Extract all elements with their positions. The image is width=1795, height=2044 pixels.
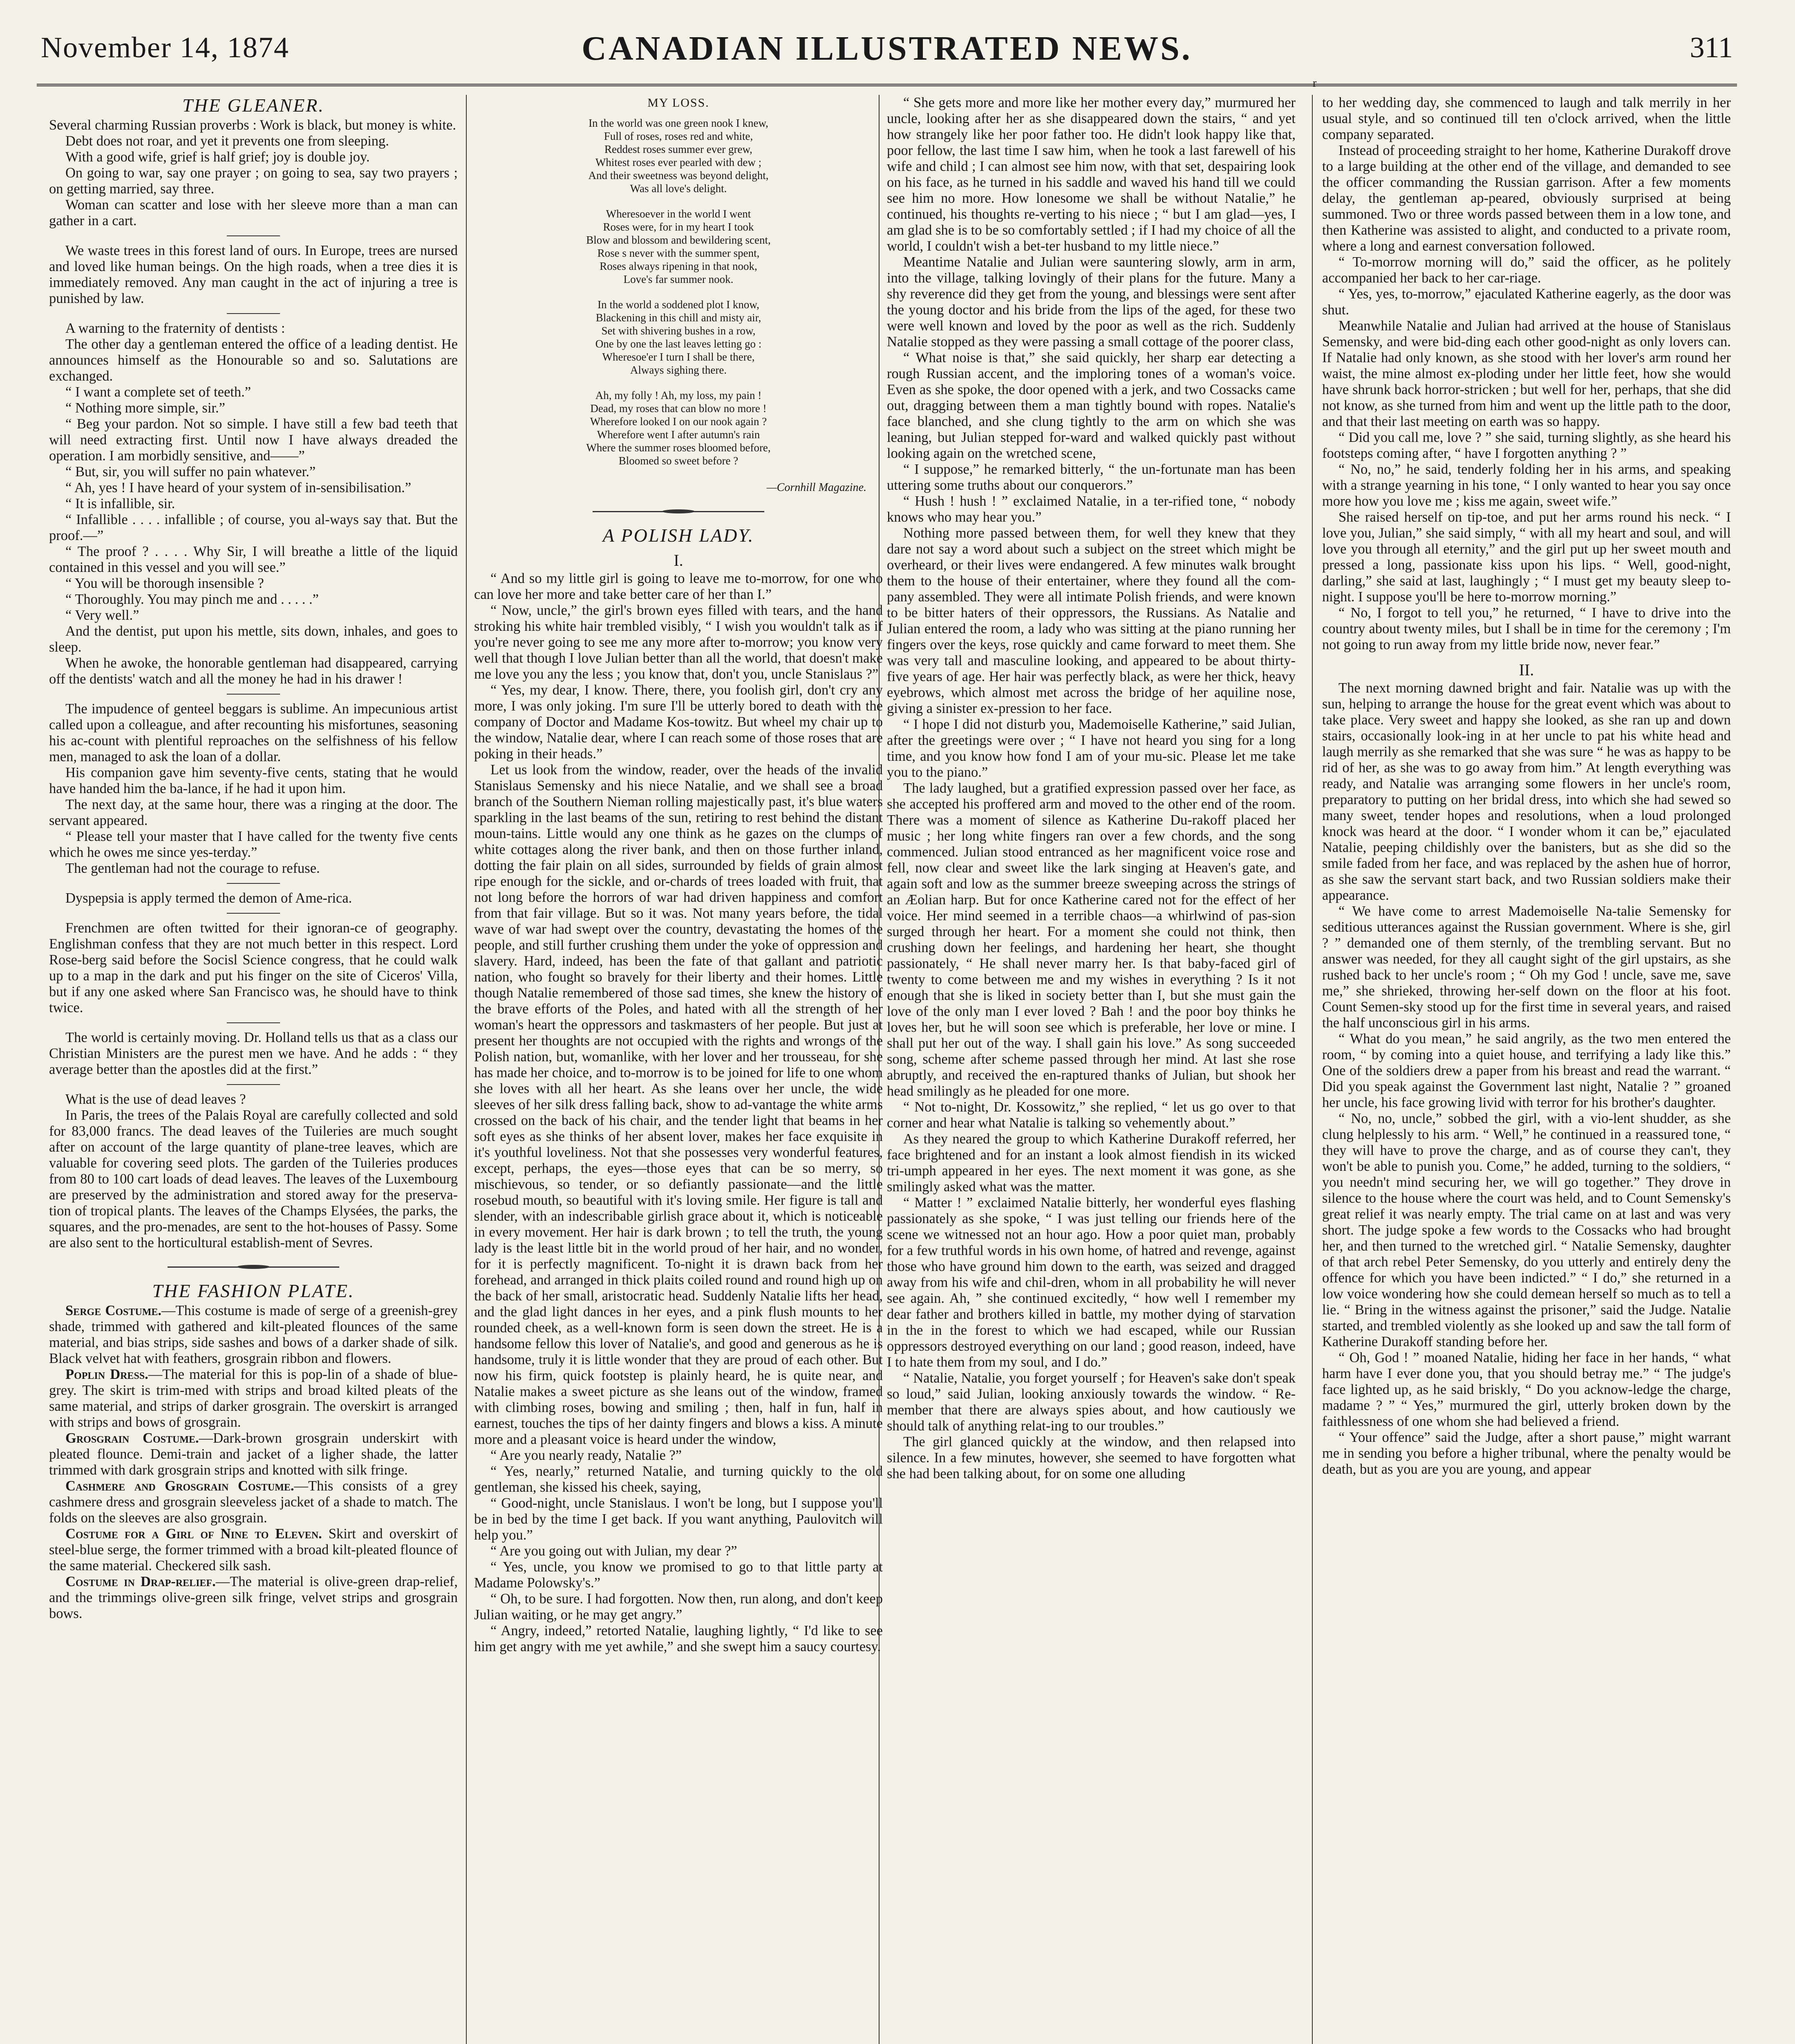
poem-line: Dead, my roses that can blow no more ! (590, 402, 767, 415)
ornamental-rule (593, 509, 764, 513)
story-paragraph: She raised herself on tip-toe, and put her arms round his neck. “ I love you, Julian,” she said simply, “ with all my heart and soul, and will love you through all eternity,” and the girl put up her sweet mouth and pressed a long, passionate kiss upon his lips. “ Well, good-night, darling,” she said at last, laughingly ; “ I must get my beauty sleep to-night. I suppose you'll be here to-morrow morning.” (1322, 509, 1731, 605)
part-numeral: II. (1519, 661, 1534, 679)
story-paragraph: “ To-morrow morning will do,” said the officer, as he politely accompanied her back to her car-riage. (1322, 254, 1731, 286)
story-paragraph: Meantime Natalie and Julian were sauntering slowly, arm in arm, into the village, talking lovingly of their plans for the future. Many a shy reverence did they get from the young, and blessings were sent after the young doctor and his bride from the lips of the aged, for these two were well known and loved by the poor as well as the rich. Suddenly Natalie stopped as they were passing a small cottage of the poorer class, (887, 254, 1296, 350)
paragraph: “ Nothing more simple, sir.” (65, 400, 225, 416)
paragraph: “ Please tell your master that I have called for the twenty five cents which he owes me since yes-terday.” (49, 829, 458, 860)
story-paragraph: “ Yes, yes, to-morrow,” ejaculated Katherine eagerly, as the door was shut. (1322, 286, 1731, 318)
poem-line: Reddest roses summer ever grew, (604, 143, 752, 155)
story-paragraph: The lady laughed, but a gratified expression passed over her face, as she accepted his proffered arm and moved to the other end of the room. There was a moment of silence as Katherine Du-rakoff placed her music ; her long white fingers ran over a few chords, and the song commenced. Julian stood entranced as her magnificent voice rose and fell, now clear and sweet like the lark singing at Heaven's gate, and again soft and low as the summer breeze sweeping across the strings of an Æolian harp. But for once Katherine cared not for the effect of her voice. Her mind seemed in a terrible chaos—a whirlwind of pas-sion surged through her heart. For a moment she could not think, then crushing down her feelings, and hardening her heart, she thought passionately, “ He shall never marry her. Is that baby-faced girl of twenty to come between me and my wishes in everything ? Is it not enough that she is liked in society better than I, but she must gain the love of the only man I ever loved ? Bah ! and the poor boy thinks he loves her, but he will soon see which is preferable, her love or mine. I shall put her out of the way. I shall gain his love.” As song succeeded song, scheme after scheme passed through her mind. At last she rose abruptly, and received the en-raptured thanks of Julian, but shook her head smilingly as he pleaded for one more. (887, 780, 1296, 1099)
paragraph: His companion gave him seventy-five cents, stating that he would have handed him the ba-lance, if he had it upon him. (49, 765, 458, 796)
story-paragraph: “ Angry, indeed,” retorted Natalie, laughing lightly, “ I'd like to see him get angry with me yet awhile,” and she swept him a saucy courtesy. (474, 1623, 883, 1654)
story-paragraph: The girl glanced quickly at the window, and then relapsed into silence. In a few minutes, however, she seemed to have forgotten what she had been talking about, for on some one alluding (887, 1434, 1296, 1481)
poem-line: Where the summer roses bloomed before, (586, 442, 771, 454)
poem-line: Roses always ripening in that nook, (600, 260, 757, 272)
poem (474, 117, 883, 467)
fashion-item-lead: Cashmere and Grosgrain Costume. (65, 1478, 294, 1494)
gleaner-item: We waste trees in this forest land of ours. In Europe, trees are nursed and loved like human beings. On the high roads, when a tree dies it is immediately removed. Any man caught in the act of injuring a tree is punished by law. (49, 243, 458, 306)
column-2 (474, 95, 883, 2044)
paragraph: The impudence of genteel beggars is sublime. An impecunious artist called upon a colleague, and after recounting his misfortunes, seasoning his ac-count with plentiful reproaches on the selfishness of his fellow men, managed to ask the loan of a dollar. (49, 701, 458, 764)
poem-line: Was all love's delight. (630, 182, 727, 195)
story-paragraph: The next morning dawned bright and fair. Natalie was up with the sun, helping to arrange the house for the great event which was about to take place. Very sweet and happy she looked, as she ran up and down stairs, occasionally look-ing in at her uncle to pat his white head and laugh merrily as she remarked that she was sure “ he was as happy to be rid of her, as she was to go away from him.” At length everything was ready, and Natalie was arranging some flowers in her uncle's room, preparatory to putting on her bridal dress, into which she had sewed so many sweet, tender hopes and resolutions, when a loud prolonged knock was heard at the door. “ I wonder whom it can be,” ejaculated Natalie, peeping childishly over the banisters, but as she did so the smile faded from her face, and was replaced by the ashen hue of horror, as she saw the servant start back, and two Russian soldiers make their appearance. (1322, 680, 1731, 903)
story-paragraph: “ Did you call me, love ? ” she said, turning slightly, as she heard his footsteps coming after, “ have I forgotten anything ? ” (1322, 430, 1731, 461)
story-heading: A POLISH LADY. (602, 525, 754, 546)
poem-title: MY LOSS. (647, 96, 709, 110)
paragraph: And the dentist, put upon his mettle, sits down, inhales, and goes to sleep. (49, 623, 458, 655)
divider (227, 883, 280, 884)
poem-line: Roses were, for in my heart I took (603, 221, 754, 233)
story-paragraph: Meanwhile Natalie and Julian had arrived at the house of Stanislaus Semensky, and were bid-ding each other good-night as only lovers can. If Natalie had only known, as she stood with her lover's arm round her waist, the mine almost ex-ploding under her little feet, how she would have shrunk back horror-stricken ; but well for her, perhaps, that she did not know, as she turned from him and went up the little path to the door, and that their last meeting on earth was so happy. (1322, 318, 1731, 429)
fashion-item (49, 1430, 458, 1478)
story-paragraph: “ What do you mean,” he said angrily, as the two men entered the room, “ by coming into a quiet house, and terrifying a lady like this.” One of the soldiers drew a paper from his breast and read the warrant. “ Did you speak against the Government last night, Natalie ? ” groaned her uncle, his face growing livid with terror for his brother's daughter. (1322, 1031, 1731, 1110)
poem-line: Bloomed so sweet before ? (618, 455, 739, 467)
fashion-item-text: —The material for this is pop-lin of a shade of blue-grey. The skirt is trim-med with strips and broad kilted pleats of the same material, and strips of darker grosgrain. The overskirt is arranged with strips and bows of grosgrain. (49, 1367, 458, 1430)
gleaner-item: Several charming Russian proverbs : Work is black, but money is white. (49, 117, 456, 133)
story-paragraph: “ Are you nearly ready, Natalie ?” (490, 1448, 682, 1463)
divider (227, 1084, 280, 1085)
fashion-item-text: —This costume is made of serge of a greenish-grey shade, trimmed with gathered and kilt-pleated flounces of the same material, and bias strips, side sashes and bows of a darker shade of silk. Black velvet hat with feathers, grosgrain ribbon and flowers. (49, 1303, 458, 1366)
poem-line: Set with shivering bushes in a row, (601, 325, 756, 337)
poem-line: Wheresoe'er I turn I shall be there, (602, 351, 755, 363)
story-paragraph: Instead of proceeding straight to her home, Katherine Durakoff drove to a large building at the other end of the village, and demanded to see the officer commanding the Russian garrison. After a few moments delay, the gentleman ap-peared, obviously surprised at being summoned. Two or three words passed between them in a low tone, and then Katherine was assisted to alight, and conducted to a private room, where a long and earnest conversation followed. (1322, 143, 1731, 254)
fashion-list (49, 1303, 458, 1622)
fashion-item (49, 1303, 458, 1367)
poem-line: And their sweetness was beyond delight, (588, 169, 769, 182)
story-paragraph: “ Yes, uncle, you know we promised to go to that little party at Madame Polowsky's.” (474, 1559, 883, 1591)
fashion-item-text: —The material is olive-green drap-relief, and the trimmings olive-green silk fringe, velvet strips and grosgrain bows. (49, 1574, 458, 1621)
poem-credit: —Cornhill Magazine. (766, 481, 866, 494)
fashion-item (49, 1526, 458, 1574)
fashion-item-text: Skirt and overskirt of steel-blue serge, the former trimmed with a broad kilt-pleated flounce of the same material. Checkered silk sash. (49, 1526, 458, 1573)
story-paragraph: to her wedding day, she commenced to laugh and talk merrily in her usual style, and so continued till ten o'clock arrived, when the little company separated. (1322, 95, 1731, 142)
story-paragraph: “ Your offence” said the Judge, after a short pause,” might warrant me in sending you before a higher tribunal, where the penalty would be death, but as you are you are young, and appear (1322, 1430, 1731, 1477)
poem-line: Whitest roses ever pearled with dew ; (595, 156, 762, 168)
story-paragraph: “ Matter ! ” exclaimed Natalie bitterly, her wonderful eyes flashing passionately as she spoke, “ I was just telling our friends here of the scene we witnessed not an hour ago. How a poor quiet man, probably for a few truthful words in his own home, of hatred and revenge, against those who have ground him down to the earth, was seized and dragged away from his wife and chil-dren, whom in all probability he will never see again. Ah, ” she continued excitedly, “ how well I remember my dear father and brothers killed in battle, my mother dying of starvation in the in the forest to which we had escaped, while our Russian oppressors destroyed everything on our land ; good reason, indeed, have I to hate them from my soul, and I do.” (887, 1195, 1296, 1370)
fashion-item-lead: Serge Costume. (65, 1303, 161, 1318)
poem-stanza (474, 298, 883, 377)
story-paragraph: As they neared the group to which Katherine Durakoff referred, her face brightened and for an instant a look almost fiendish in its wicked tri-umph appeared in her eyes. The next moment it was gone, as she smilingly asked what was the matter. (887, 1131, 1296, 1195)
poem-stanza (474, 207, 883, 286)
story-paragraph: “ She gets more and more like her mother every day,” murmured her uncle, looking after her as she disappeared down the stairs, “ and yet how strangely like her poor father too. He didn't look happy like that, poor fellow, the last time I saw him, when he took a last farewell of his wife and child ; I can almost see him now, with that set, despairing look on his face, as he turned in his saddle and waved his hand till we could see him no more. How lonesome we shall be without Natalie,” he continued, his thoughts re-verting to his niece ; “ but I am glad—yes, I am glad she is to be so comfortably settled ; if I had my choice of all the world, I couldn't wish a bet-ter husband to my little niece.” (887, 95, 1296, 254)
poem-line: Wherefore looked I on our nook again ? (590, 415, 767, 428)
page-number: 311 (1690, 31, 1733, 64)
gleaner-item: With a good wife, grief is half grief; joy is double joy. (65, 149, 370, 165)
poem-stanza (474, 389, 883, 467)
story-paragraph: “ Yes, nearly,” returned Natalie, and turning quickly to the old gentleman, she kissed his cheek, saying, (474, 1464, 883, 1495)
story-paragraph: “ No, no,” he said, tenderly folding her in his arms, and speaking with a strange yearning in his tone, “ I only wanted to hear you say once more how you love me ; kiss me again, sweet wife.” (1322, 462, 1731, 509)
gleaner-item: Woman can scatter and lose with her sleeve more than a man can gather in a cart. (49, 197, 458, 229)
ornamental-rule (168, 1265, 339, 1269)
poem-stanza (474, 117, 883, 195)
story-paragraph: “ Oh, to be sure. I had forgotten. Now then, run along, and don't keep Julian waiting, or he may get angry.” (474, 1591, 883, 1623)
paragraph: “ Beg your pardon. Not so simple. I have still a few bad teeth that will need extracting first. Until now I have always dreaded the operation. I am morbidly sensitive, and——” (49, 416, 458, 464)
masthead (37, 22, 1737, 86)
poem-line: Rose s never with the summer spent, (597, 247, 760, 259)
fashion-item (49, 1574, 458, 1622)
poem-line: Blackening in this chill and misty air, (595, 312, 761, 324)
story-paragraph: Let us look from the window, reader, over the heads of the invalid Stanislaus Semensky and his niece Natalie, and we shall see a broad branch of the Southern Nieman rolling majestically past, it's blue waters sparkling in the last beams of the sun, retiring to rest behind the distant moun-tains. Little would any one think as he gazes on the clumps of white cottages along the river bank, and then on those further inland, dotting the fair plain on all sides, surrounded by fields of grain almost ripe enough for the sickle, and or-chards of trees loaded with fruit, that not long before the horrors of war had driven happiness and comfort from that fair village. But so it was. Not many years before, the tidal wave of war had swept over the country, devastating the homes of the people, and still further crushing them under the yoke of oppression and slavery. Hard, indeed, has been the fate of that gallant and patriotic nation, who fought so bravely for their liberty and their homes. Little though Natalie remembered of those sad times, she knew the history of the brave efforts of the Poles, and hated with all the strength of her woman's heart the oppressors and taskmasters of her people. But just at present her thoughts are not occupied with the rights and wrongs of the Polish nation, but, womanlike, with her lover and her trousseau, for she has made her choice, and to-morrow is to be joined for life to one whom she loves with all her heart. As she leans over her uncle, the wide sleeves of her silk dress falling back, show to ad-vantage the white arms crossed on the back of his chair, and the tender light that beams in her soft eyes as she thinks of her absent lover, makes her face exquisite in it's youthful loveliness. Not that she possesses very wonderful features, except, perhaps, the eyes—those eyes that can be so merry, so mischievous, so tender, or so defiantly passionate—and the little rosebud mouth, so beautiful with it's loving smile. Her figure is tall and slender, with an indescribable girlish grace about it, which is noticeable in every movement. Her hair is dark brown ; to tell the truth, the young lady is the least little bit in the world proud of her hair, and no wonder, for it is perfectly magnificent. To-night it is drawn back from her forehead, and arranged in thick plaits coiled round and round high up on the back of her small, aristocratic head. Suddenly Natalie lifts her head, and the glad light dances in her eyes, and a pink flush mounts to her rounded cheek, as a well-known form is seen down the street. He is a handsome fellow this lover of Natalie's, and good and generous as he is handsome, truly it is little wonder that they are proud of each other. But now his firm, quick footstep is plainly heard, he is quite near, and Natalie makes a sweet picture as she leans out of the window, framed with climbing roses, bowing and smiling ; then, half in fun, half in earnest, touches the tips of her dainty fingers and blows a kiss. A minute more and a pleasant voice is heard under the window, (474, 762, 883, 1447)
beggars-anecdote (49, 701, 458, 876)
gleaner-item: What is the use of dead leaves ? (65, 1091, 246, 1107)
paragraph: “ It is infallible, sir. (65, 496, 175, 511)
paragraph: “ Infallible . . . . infallible ; of course, you al-ways say that. But the proof.—” (49, 512, 458, 543)
gleaner-item: Debt does not roar, and yet it prevents one from sleeping. (65, 133, 389, 149)
story-paragraph: “ Now, uncle,” the girl's brown eyes filled with tears, and the hand stroking his white hair trembled visibly, “ I wish you wouldn't talk as if you're never going to see me any more after to-morrow; you know very well that though I love Julian better than all the world, that doesn't make me love you any the less ; you know that, don't you, uncle Stanislaus ?” (474, 603, 883, 682)
poem-line: Ah, my folly ! Ah, my loss, my pain ! (595, 389, 762, 401)
fashion-item (49, 1367, 458, 1430)
divider (227, 694, 280, 695)
paragraph: “ Very well.” (65, 607, 139, 623)
paragraph: “ But, sir, you will suffer no pain whatever.” (65, 464, 316, 480)
gleaner-item: On going to war, say one prayer ; on going to sea, say two prayers ; on getting married, say three. (49, 165, 458, 197)
paragraph: “ You will be thorough insensible ? (65, 576, 264, 591)
divider (227, 313, 280, 314)
paragraph: The gentleman had not the courage to refuse. (65, 861, 320, 876)
paragraph: “ Ah, yes ! I have heard of your system of in-sensibilisation.” (65, 480, 412, 495)
paragraph: When he awoke, the honorable gentleman had disappeared, carrying off the dentists' watch and all the money he had in his drawer ! (49, 655, 458, 687)
part-numeral: I. (674, 551, 683, 569)
dentist-anecdote (49, 320, 458, 687)
fashion-item-lead: Poplin Dress. (65, 1367, 148, 1382)
gleaner-heading: THE GLEANER. (182, 95, 325, 116)
fashion-item-lead: Costume in Drap-relief. (65, 1574, 216, 1589)
fashion-item-text: —This consists of a grey cashmere dress and grosgrain sleeveless jacket of a shade to match. The folds on the sleeves are also grosgrain. (49, 1478, 458, 1526)
poem-line: Love's far summer nook. (623, 273, 734, 285)
poem-line: Blow and blossom and bewildering scent, (586, 234, 771, 246)
story-paragraph: “ Good-night, uncle Stanislaus. I won't be long, but I suppose you'll be in bed by the time I get back. If you want anything, Paulovitch will help you.” (474, 1495, 883, 1543)
fashion-item-text: —Dark-brown grosgrain underskirt with pleated flounce. Demi-train and jacket of a ligher shade, the latter trimmed with dark grosgrain strips and knotted with silk fringe. (49, 1430, 458, 1478)
poem-line: In the world a soddened plot I know, (598, 298, 759, 311)
gleaner-item: Frenchmen are often twitted for their ignoran-ce of geography. Englishman confess that they are not much better in this respect. Lord Rose-berg said before the Socisl Science congress, that he could walk up to a map in the dark and put his finger on the site of Ciceros' Villa, but if any one asked where San Francisco was, he should have to think twice. (49, 920, 458, 1015)
column-rule (1312, 95, 1313, 2044)
story-paragraph: “ Not to-night, Dr. Kossowitz,” she replied, “ let us go over to that corner and hear what Natalie is talking so vehemently about.” (887, 1099, 1296, 1131)
gleaner-item: The world is certainly moving. Dr. Holland tells us that as a class our Christian Ministers are the purest men we have. And he adds : “ they average better than the apostles did at the first.” (49, 1030, 458, 1077)
poem-line: Full of roses, roses red and white, (604, 130, 753, 142)
story-paragraph: Nothing more passed between them, for well they knew that they dare not say a word about such a subject on the street which might be overheard, or their lives were endangered. A few minutes walk brought them to the house of their entertainer, where they found all the com-pany assembled. They were all intimate Polish friends, and were known to be bitter haters of their oppressors, the Russians. As Natalie and Julian entered the room, a lady who was sitting at the piano running her fingers over the keys, rose quickly and came forward to meet them. She was very tall and masculine looking, and appeared to be about thirty-five years of age. Her hair was perfectly black, as were her thick, heavy eyebrows, which almost met across the bridge of her aquiline nose, giving a sinister ex-pression to her face. (887, 525, 1296, 716)
column-4 (1322, 95, 1731, 2044)
story-paragraph: “ I suppose,” he remarked bitterly, “ the un-fortunate man has been uttering some truths about our conquerors.” (887, 462, 1296, 493)
story-paragraph: “ Oh, God ! ” moaned Natalie, hiding her face in her hands, “ what harm have I ever done you, that you should betray me.” “ The judge's face lighted up, as he said briskly, “ Do you acknow-ledge the charge, madame ? ” “ Yes,” murmured the girl, utterly broken down by the faithlessness of one whom she had believed a friend. (1322, 1350, 1731, 1429)
poem-line: One by one the last leaves letting go : (595, 338, 762, 350)
column-1 (49, 95, 458, 2044)
story-paragraph: “ No, I forgot to tell you,” he returned, “ I have to drive into the country about twenty miles, but I shall be in time for the ceremony ; I'm not going to run away from my little bride now, never fear.” (1322, 605, 1731, 652)
story-paragraph: “ And so my little girl is going to leave me to-morrow, for one who can love her more and take better care of her than I.” (474, 571, 883, 602)
gleaner-item: Dyspepsia is apply termed the demon of Ame-rica. (65, 890, 352, 906)
story-paragraph: “ Natalie, Natalie, you forget yourself ; for Heaven's sake don't speak so loud,” said Julian, looking anxiously towards the window. “ Re-member that there are always spies about, and how cautiously we should talk of anything relat-ing to our troubles.” (887, 1370, 1296, 1434)
story-paragraph: “ No, no, uncle,” sobbed the girl, with a vio-lent shudder, as she clung helplessly to his arm. “ Well,” he continued in a reassured tone, “ they will have to prove the charge, and as of course they can't, they won't be able to punish you. Come,” he added, turning to the soldiers, “ you needn't mind securing her, we will go together.” They drove in silence to the house where the court was held, and to Count Semensky's great relief it was nearly empty. The trial came on at last and was very short. The judge spoke a few words to the Cossacks who had brought her, and then turned to the wretched girl. “ Natalie Semensky, daughter of that arch rebel Peter Semensky, do you utterly and entirely deny the offence for which you have been indicted.” “ I do,” she returned in a low voice wondering how she could demean herself so much as to tell a lie. “ Bring in the witness against the prisoner,” said the Judge. Natalie started, and trembled violently as she looked up and saw the tall form of Katherine Durakoff standing before her. (1322, 1111, 1731, 1349)
story-paragraph: “ What noise is that,” she said quickly, her sharp ear detecting a rough Russian accent, and the imploring tones of a woman's voice. Even as she spoke, the door opened with a jerk, and two Cossacks came out, dragging between them a man tightly bound with ropes. Natalie's face blanched, and she clung tightly to the arm on which she was leaning, but Julian stepped for-ward and walked quickly past without looking again on the wretched scene, (887, 350, 1296, 461)
poem-line: Wherefore went I after autumn's rain (597, 428, 760, 441)
paragraph: The next day, at the same hour, there was a ringing at the door. The servant appeared. (49, 797, 458, 828)
corner-mark: r (1313, 77, 1317, 90)
fashion-item-lead: Costume for a Girl of Nine to Eleven. (65, 1526, 322, 1542)
story-paragraph: “ Are you going out with Julian, my dear ?” (490, 1543, 737, 1559)
fashion-item (49, 1478, 458, 1526)
paragraph: A warning to the fraternity of dentists : (65, 320, 285, 336)
divider (227, 1022, 280, 1023)
fashion-heading: THE FASHION PLATE. (152, 1280, 355, 1301)
issue-date: November 14, 1874 (41, 31, 289, 64)
poem-line: Always sighing there. (630, 364, 727, 376)
story-paragraph: “ Yes, my dear, I know. There, there, you foolish girl, don't cry any more, I was only joking. I'm sure I'll be utterly bored to death with the company of Doctor and Madame Kos-towitz. But wheel my chair up to the window, Natalie dear, where I can reach some of those roses that are poking in their heads.” (474, 682, 883, 762)
poem-line: Wheresoever in the world I went (606, 208, 751, 220)
paragraph: “ Thoroughly. You may pinch me and . . . . .” (65, 592, 319, 607)
story-paragraph: “ Hush ! hush ! ” exclaimed Natalie, in a ter-rified tone, “ nobody knows who may hear you.” (887, 493, 1296, 525)
paragraph: The other day a gentleman entered the office of a leading dentist. He announces himself as the Honourable so and so. Salutations are exchanged. (49, 336, 458, 384)
poem-line: In the world was one green nook I knew, (589, 117, 768, 129)
column-3 (887, 95, 1296, 2044)
paragraph: “ I want a complete set of teeth.” (65, 384, 251, 400)
divider (227, 913, 280, 914)
paragraph: “ The proof ? . . . . Why Sir, I will breathe a little of the liquid contained in this vessel and you will see.” (49, 544, 458, 575)
story-paragraph: “ I hope I did not disturb you, Mademoiselle Katherine,” said Julian, after the greetings were over ; “ I have not heard you sing for a long time, and you know how fond I am of your mu-sic. Please let me take you to the piano.” (887, 717, 1296, 780)
newspaper-title: CANADIAN ILLUSTRATED NEWS. (582, 29, 1192, 67)
gleaner-item: In Paris, the trees of the Palais Royal are carefully collected and sold for 83,000 francs. The dead leaves of the Tuileries are much sought after on account of the large quantity of plane-tree leaves, which are valuable for covering seed plots. The garden of the Tuileries produces from 80 to 100 cart loads of dead leaves. The leaves of the Luxembourg are preserved by the administration and stored away for the preserva-tion of tropical plants. The leaves of the Champs Elysées, the parks, the squares, and the pro-menades, are sent to the hot-houses of Passy. Some are also sent to the horticultural establish-ment of Sevres. (49, 1107, 458, 1251)
divider (227, 235, 280, 236)
fashion-item-lead: Grosgrain Costume. (65, 1430, 199, 1446)
story-paragraph: “ We have come to arrest Mademoiselle Na-talie Semensky for seditious utterances against the Russian government. Where is she, girl ? ” demanded one of them sternly, of the trembling servant. But no answer was needed, for they all caught sight of the girl upstairs, as she rushed back to her uncle's room ; “ Oh my God ! uncle, save me, save me,” she shrieked, throwing her-self down on the floor at his foot. Count Semen-sky stood up for the first time in several years, and raised the half unconscious girl in his arms. (1322, 903, 1731, 1031)
column-rule (466, 95, 467, 2044)
